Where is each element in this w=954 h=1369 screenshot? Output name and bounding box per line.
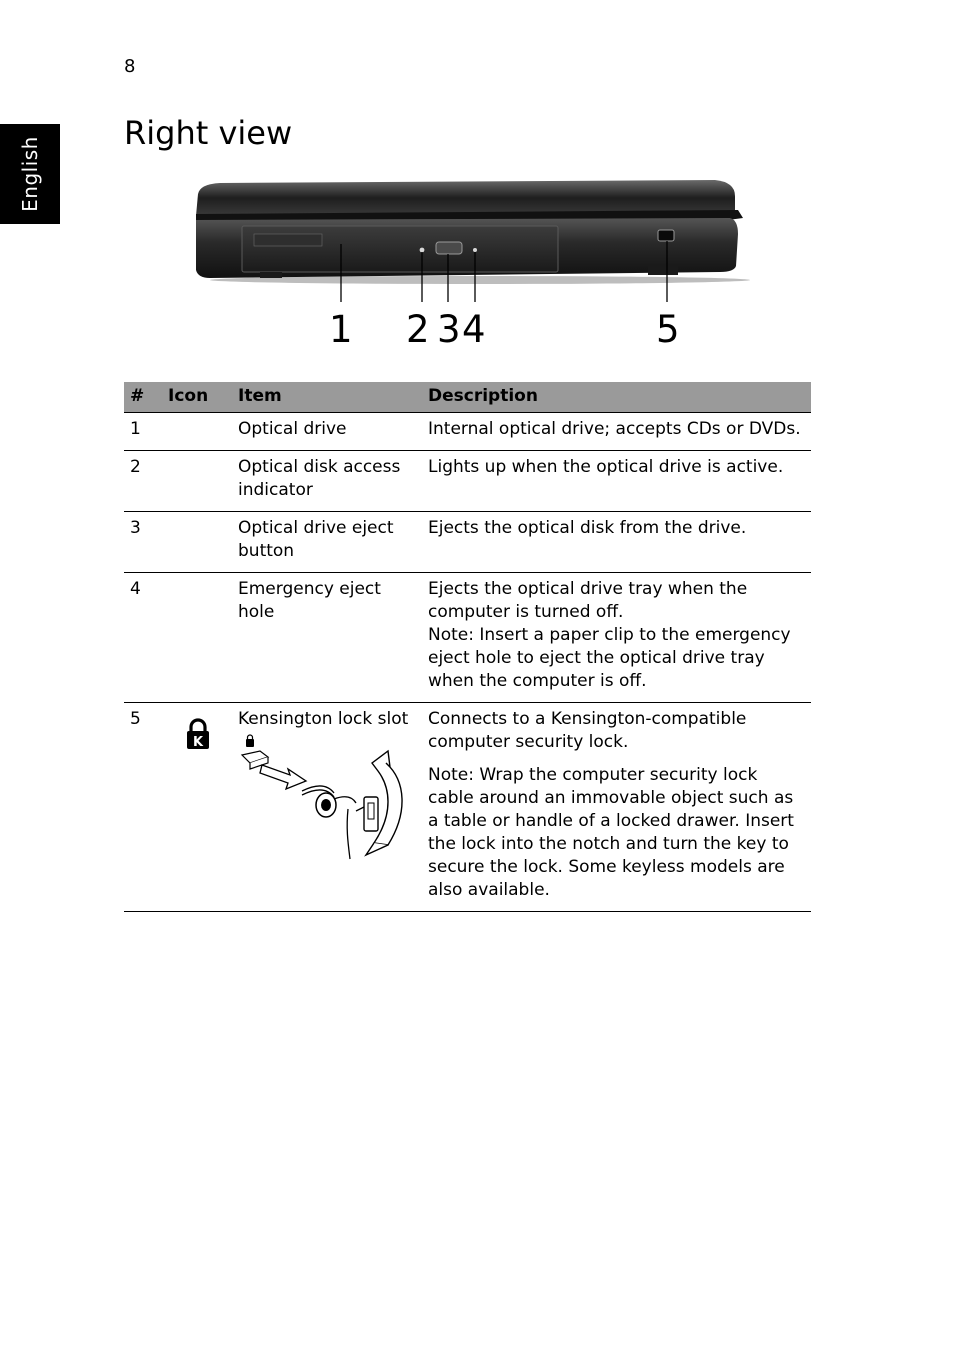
row-item — [232, 703, 422, 912]
table-row — [124, 413, 811, 451]
description-text: Ejects the optical drive tray when the computer is turned off. — [428, 579, 748, 622]
header-number: # — [124, 382, 162, 413]
description-text: Connects to a Kensington-compatible computer security lock. — [428, 709, 747, 752]
row-icon — [162, 413, 232, 451]
row-description: Lights up when the optical drive is active. — [422, 451, 811, 512]
row-description: Internal optical drive; accepts CDs or DVDs. — [422, 413, 811, 451]
page-title: Right view — [124, 114, 293, 152]
table-header-row — [124, 382, 811, 413]
row-item: Optical drive — [232, 413, 422, 451]
emergency-eject-hole — [473, 248, 477, 252]
header-item: Item — [232, 382, 422, 413]
laptop-foot — [648, 266, 678, 275]
kensington-lock-illustration — [238, 733, 410, 861]
row-number: 2 — [124, 451, 162, 512]
row-number: 3 — [124, 512, 162, 573]
language-label: English — [18, 136, 42, 212]
row-number: 4 — [124, 573, 162, 703]
note-paragraph — [428, 764, 805, 902]
note-label: Note: — [428, 765, 474, 785]
note-label: Note: — [428, 625, 474, 645]
shadow — [210, 276, 750, 284]
right-view-table — [124, 382, 811, 912]
row-item: Optical drive eject button — [232, 512, 422, 573]
callout-5: 5 — [656, 308, 680, 351]
row-description — [422, 703, 811, 912]
page-number: 8 — [124, 56, 136, 77]
row-icon — [162, 512, 232, 573]
row-icon — [162, 573, 232, 703]
callout-2: 2 — [406, 308, 430, 351]
row-description: Ejects the optical disk from the drive. — [422, 512, 811, 573]
header-description: Description — [422, 382, 811, 413]
drive-logo-area — [254, 234, 322, 246]
callout-1: 1 — [329, 308, 353, 351]
table-row — [124, 512, 811, 573]
optical-drive-panel — [242, 226, 558, 272]
disk-access-indicator — [420, 248, 425, 253]
row-item: Optical disk access indicator — [232, 451, 422, 512]
row-number: 5 — [124, 703, 162, 912]
row-item: Emergency eject hole — [232, 573, 422, 703]
kensington-slot — [658, 230, 674, 241]
callout-4: 4 — [462, 308, 486, 351]
row-description — [422, 573, 811, 703]
language-side-tab — [0, 124, 60, 224]
laptop-right-view-illustration — [190, 174, 750, 354]
svg-text:K: K — [192, 735, 204, 750]
callout-3: 3 — [437, 308, 461, 351]
table-row — [124, 573, 811, 703]
note-text: Wrap the computer security lock cable around an immovable object such as a table or handle of a locked drawer. Insert the lock into the notch and turn the key to secure the lock. Some keyless models are also available. — [428, 765, 794, 900]
laptop-lid — [196, 180, 735, 216]
table-row — [124, 703, 811, 912]
header-icon: Icon — [162, 382, 232, 413]
row-icon — [162, 451, 232, 512]
kensington-lock-icon — [186, 718, 210, 750]
laptop-foot — [260, 272, 282, 278]
table-row — [124, 451, 811, 512]
row-item-label: Kensington lock slot — [238, 709, 409, 729]
row-icon — [162, 703, 232, 912]
row-number: 1 — [124, 413, 162, 451]
eject-button — [436, 242, 462, 254]
note-text: Insert a paper clip to the emergency eject hole to eject the optical drive tray when the computer is off. — [428, 625, 791, 691]
